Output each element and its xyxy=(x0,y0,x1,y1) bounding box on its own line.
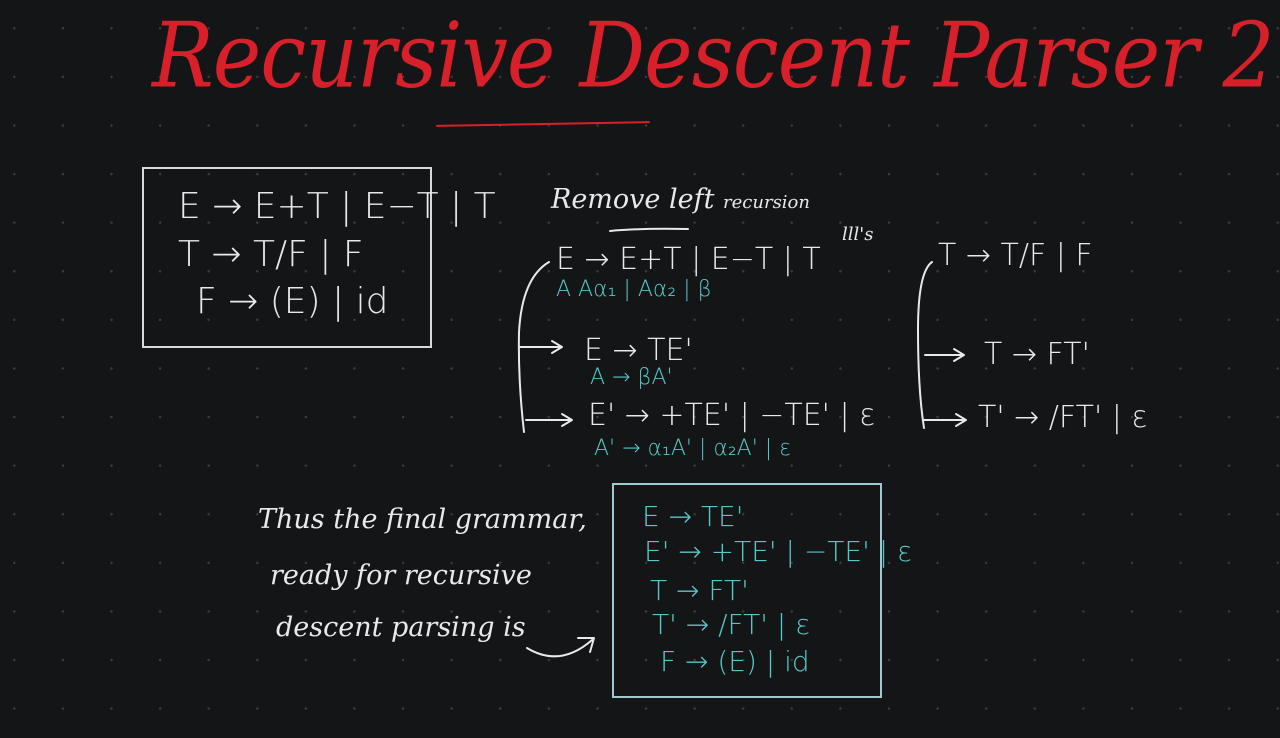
e-step-2: E' → +TE' | −TE' | ε xyxy=(588,398,876,433)
final-rule-t-prime: T' → /FT' | ε xyxy=(652,608,811,641)
e-arrow-1 xyxy=(520,341,562,353)
e-step-1-pattern: A → βA' xyxy=(590,365,673,390)
conclusion-line-2: ready for recursive xyxy=(270,560,532,591)
page-title: Recursive Descent Parser 2 xyxy=(152,4,1274,109)
heading-underline xyxy=(610,229,688,231)
e-rule: E → E+T | E−T | T xyxy=(556,242,821,277)
conclusion-line-3: descent parsing is xyxy=(276,612,526,643)
conclusion-arrow xyxy=(527,638,594,656)
original-rule-f: F → (E) | id xyxy=(196,281,389,322)
t-arrow-1 xyxy=(925,349,964,361)
e-rule-pattern: A Aα₁ | Aα₂ | β xyxy=(556,277,712,302)
side-note: lll's xyxy=(842,224,874,245)
e-step-2-pattern: A' → α₁A' | α₂A' | ε xyxy=(594,436,792,461)
final-rule-f: F → (E) | id xyxy=(660,645,810,678)
e-arrow-2 xyxy=(526,414,572,426)
t-step-2: T' → /FT' | ε xyxy=(978,400,1148,435)
conclusion-line-1: Thus the final grammar, xyxy=(258,504,587,535)
t-bracket xyxy=(918,262,932,428)
final-rule-t: T → FT' xyxy=(650,574,749,607)
remove-heading-tail: recursion xyxy=(723,192,810,213)
t-rule: T → T/F | F xyxy=(938,238,1093,273)
t-step-1: T → FT' xyxy=(984,337,1090,372)
original-rule-e: E → E+T | E−T | T xyxy=(178,186,496,227)
t-arrow-2 xyxy=(924,414,966,426)
remove-heading-main: Remove left xyxy=(551,184,715,215)
e-step-1: E → TE' xyxy=(584,333,693,368)
original-rule-t: T → T/F | F xyxy=(178,234,364,275)
final-rule-e-prime: E' → +TE' | −TE' | ε xyxy=(644,535,913,568)
final-rule-e: E → TE' xyxy=(642,500,744,533)
